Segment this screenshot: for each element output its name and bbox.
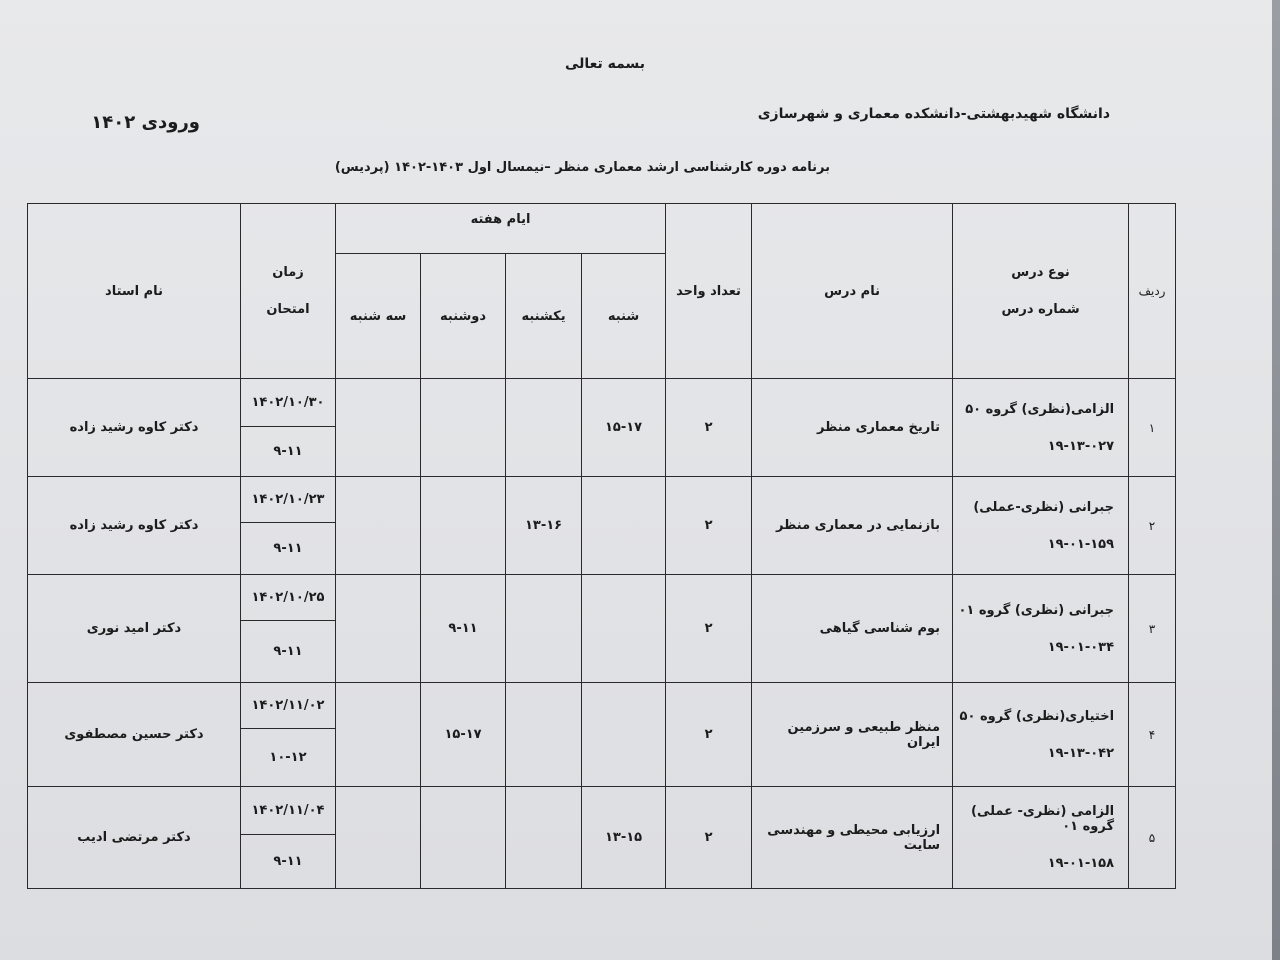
table-row bbox=[28, 477, 1176, 523]
day-monday bbox=[421, 787, 506, 889]
exam-time: ۹-۱۱ bbox=[241, 427, 336, 477]
course-name: ارزیابی محیطی و مهندسی سایت bbox=[752, 787, 953, 889]
exam-time: ۹-۱۱ bbox=[241, 523, 336, 575]
day-tuesday bbox=[336, 575, 421, 683]
course-units: ۲ bbox=[666, 787, 752, 889]
basmala-heading: بسمه تعالی bbox=[564, 56, 646, 72]
course-name: بازنمایی در معماری منظر bbox=[752, 477, 953, 575]
course-type-cell bbox=[953, 683, 1129, 787]
exam-time: ۹-۱۱ bbox=[241, 621, 336, 683]
day-tuesday bbox=[336, 477, 421, 575]
day-sunday bbox=[506, 575, 582, 683]
course-type: الزامی(نظری) گروه ۵۰ bbox=[965, 401, 1115, 417]
course-type: اختیاری(نظری) گروه ۵۰ bbox=[959, 708, 1115, 724]
header-course-number-label: شماره درس bbox=[1001, 302, 1080, 317]
entry-year: ورودی ۱۴۰۲ bbox=[91, 112, 200, 133]
day-tuesday bbox=[336, 379, 421, 477]
row-number: ۴ bbox=[1129, 683, 1176, 787]
course-name: منظر طبیعی و سرزمین ایران bbox=[752, 683, 953, 787]
course-name: بوم شناسی گیاهی bbox=[752, 575, 953, 683]
header-day-sunday: یکشنبه bbox=[506, 254, 582, 379]
professor-name: دکتر کاوه رشید زاده bbox=[28, 379, 241, 477]
header-day-monday: دوشنبه bbox=[421, 254, 506, 379]
day-monday: ۹-۱۱ bbox=[421, 575, 506, 683]
professor-name: دکتر کاوه رشید زاده bbox=[28, 477, 241, 575]
course-code: ۱۹-۰۱-۱۵۹ bbox=[1047, 536, 1115, 552]
header-units: تعداد واحد bbox=[666, 204, 752, 379]
header-day-saturday: شنبه bbox=[582, 254, 666, 379]
course-name: تاریخ معماری منظر bbox=[752, 379, 953, 477]
course-units: ۲ bbox=[666, 477, 752, 575]
row-number: ۵ bbox=[1129, 787, 1176, 889]
schedule-table bbox=[27, 203, 1176, 889]
header-exam-time bbox=[241, 204, 336, 379]
course-units: ۲ bbox=[666, 379, 752, 477]
exam-date: ۱۴۰۲/۱۰/۲۳ bbox=[241, 477, 336, 523]
day-tuesday bbox=[336, 683, 421, 787]
day-sunday bbox=[506, 683, 582, 787]
header-day-tuesday: سه شنبه bbox=[336, 254, 421, 379]
header-professor: نام استاد bbox=[28, 204, 241, 379]
course-type-cell bbox=[953, 787, 1129, 889]
day-saturday bbox=[582, 683, 666, 787]
exam-time: ۹-۱۱ bbox=[241, 835, 336, 889]
professor-name: دکتر امید نوری bbox=[28, 575, 241, 683]
header-row-number: ردیف bbox=[1129, 204, 1176, 379]
professor-name: دکتر حسین مصطفوی bbox=[28, 683, 241, 787]
professor-name: دکتر مرتضی ادیب bbox=[28, 787, 241, 889]
table-surface-edge bbox=[1272, 0, 1280, 960]
day-monday bbox=[421, 379, 506, 477]
table-row bbox=[28, 683, 1176, 729]
course-type: الزامی (نظری- عملی) گروه ۰۱ bbox=[971, 804, 1115, 834]
day-saturday bbox=[582, 575, 666, 683]
course-code: ۱۹-۰۱-۱۵۸ bbox=[1047, 856, 1115, 871]
university-title: دانشگاه شهیدبهشتی-دانشکده معماری و شهرسازی bbox=[757, 106, 1110, 122]
exam-date: ۱۴۰۲/۱۱/۰۲ bbox=[241, 683, 336, 729]
table-row bbox=[28, 787, 1176, 835]
day-sunday bbox=[506, 379, 582, 477]
header-weekdays: ایام هفته bbox=[336, 204, 666, 254]
course-code: ۱۹-۱۳-۰۲۷ bbox=[1047, 438, 1115, 454]
course-units: ۲ bbox=[666, 575, 752, 683]
day-sunday bbox=[506, 787, 582, 889]
course-type-cell bbox=[953, 575, 1129, 683]
course-type-cell bbox=[953, 477, 1129, 575]
row-number: ۱ bbox=[1129, 379, 1176, 477]
header-course-type-label: نوع درس bbox=[1011, 265, 1070, 280]
exam-date: ۱۴۰۲/۱۱/۰۴ bbox=[241, 787, 336, 835]
day-saturday bbox=[582, 477, 666, 575]
header-course-name: نام درس bbox=[752, 204, 953, 379]
day-monday bbox=[421, 477, 506, 575]
exam-time: ۱۰-۱۲ bbox=[241, 729, 336, 787]
table-row bbox=[28, 379, 1176, 427]
course-code: ۱۹-۱۳-۰۴۲ bbox=[1047, 745, 1115, 761]
header-course-type bbox=[953, 204, 1129, 379]
course-units: ۲ bbox=[666, 683, 752, 787]
exam-date: ۱۴۰۲/۱۰/۲۵ bbox=[241, 575, 336, 621]
day-sunday: ۱۳-۱۶ bbox=[506, 477, 582, 575]
table-row bbox=[28, 575, 1176, 621]
day-tuesday bbox=[336, 787, 421, 889]
header-exam-line1: زمان bbox=[272, 265, 304, 280]
day-saturday: ۱۳-۱۵ bbox=[582, 787, 666, 889]
row-number: ۳ bbox=[1129, 575, 1176, 683]
day-saturday: ۱۵-۱۷ bbox=[582, 379, 666, 477]
day-monday: ۱۵-۱۷ bbox=[421, 683, 506, 787]
exam-date: ۱۴۰۲/۱۰/۳۰ bbox=[241, 379, 336, 427]
program-title: برنامه دوره کارشناسی ارشد معماری منظر –نیمسال اول ۱۴۰۳-۱۴۰۲ (پردیس) bbox=[334, 160, 830, 175]
course-type: جبرانی (نظری) گروه ۰۱ bbox=[958, 602, 1115, 618]
course-code: ۱۹-۰۱-۰۳۴ bbox=[1047, 639, 1115, 655]
row-number: ۲ bbox=[1129, 477, 1176, 575]
course-type: جبرانی (نظری-عملی) bbox=[973, 499, 1115, 515]
header-exam-line2: امتحان bbox=[266, 302, 310, 317]
course-type-cell bbox=[953, 379, 1129, 477]
